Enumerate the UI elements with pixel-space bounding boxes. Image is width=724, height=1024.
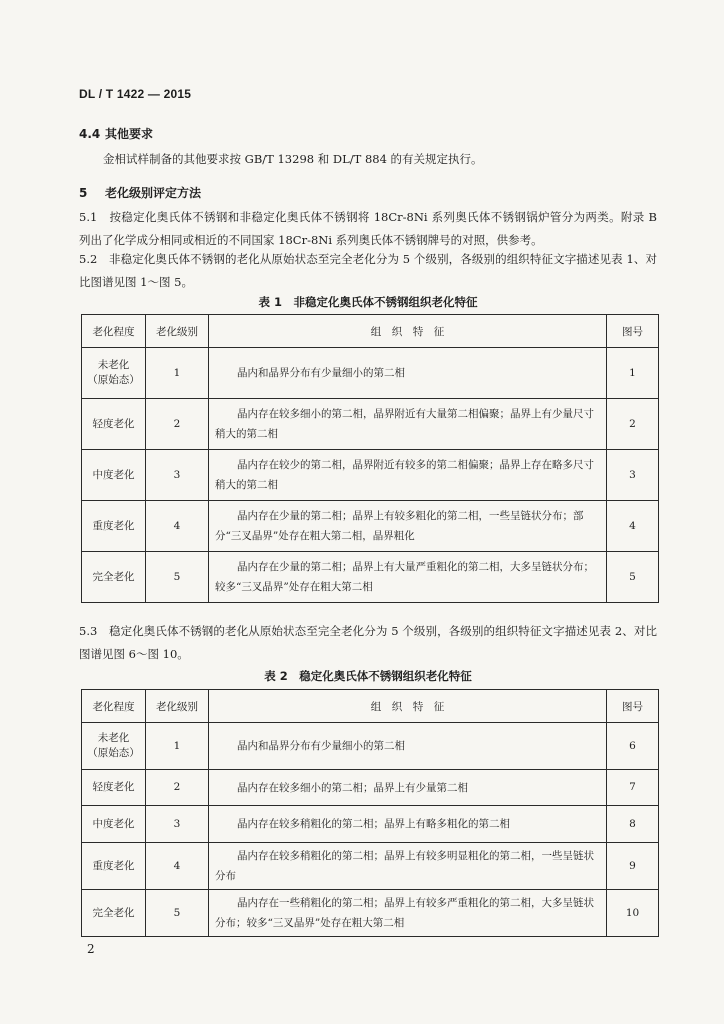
- figure-cell: 1: [607, 348, 659, 399]
- feature-cell: [209, 450, 607, 501]
- degree-cell: 轻度老化: [82, 399, 146, 450]
- feature-text: 晶内存在较多稍粗化的第二相；晶界上有较多明显粗化的第二相，一些呈链状分布: [215, 850, 594, 882]
- degree-cell: 中度老化: [82, 450, 146, 501]
- feature-text: 晶内存在较多细小的第二相；晶界上有少量第二相: [237, 781, 468, 794]
- level-cell: 3: [146, 806, 209, 843]
- feature-cell: [209, 806, 607, 843]
- section-5-3-text: 5.3 稳定化奥氏体不锈钢的老化从原始状态至完全老化分为 5 个级别，各级别的组织特征文字描述见表 2、对比图谱见图 6～图 10。: [79, 624, 657, 661]
- table-row: [82, 890, 659, 937]
- table-row: [82, 806, 659, 843]
- level-cell: 1: [146, 723, 209, 770]
- table-1: [81, 314, 659, 603]
- level-cell: 5: [146, 890, 209, 937]
- page-number: 2: [87, 942, 95, 956]
- feature-cell: [209, 723, 607, 770]
- feature-cell: [209, 890, 607, 937]
- level-cell: 3: [146, 450, 209, 501]
- table-2: [81, 689, 659, 937]
- figure-cell: 10: [607, 890, 659, 937]
- header-degree: 老化程度: [82, 690, 146, 723]
- figure-cell: 2: [607, 399, 659, 450]
- section-number: 4.4: [79, 127, 101, 141]
- section-4-4-text: 金相试样制备的其他要求按 GB/T 13298 和 DL/T 884 的有关规定执行。: [103, 152, 483, 166]
- section-title: 老化级别评定方法: [105, 186, 202, 200]
- header-feature: 组 织 特 征: [209, 315, 607, 348]
- degree-text: 未老化 （原始态）: [87, 359, 140, 386]
- section-number: 5: [79, 186, 88, 200]
- degree-text: 未老化 （原始态）: [87, 732, 140, 759]
- table-row: [82, 770, 659, 806]
- level-cell: 1: [146, 348, 209, 399]
- section-5-heading: [79, 184, 201, 201]
- figure-cell: 9: [607, 843, 659, 890]
- feature-cell: [209, 770, 607, 806]
- table-row: [82, 723, 659, 770]
- level-cell: 2: [146, 399, 209, 450]
- figure-cell: 3: [607, 450, 659, 501]
- section-5-2-text: 5.2 非稳定化奥氏体不锈钢的老化从原始状态至完全老化分为 5 个级别，各级别的组织特征文字描述见表 1、对比图谱见图 1～图 5。: [79, 252, 657, 289]
- degree-cell: 中度老化: [82, 806, 146, 843]
- feature-text: 晶内存在一些稍粗化的第二相；晶界上有较多严重粗化的第二相，大多呈链状分布；较多“三叉晶界”处存在粗大第二相: [215, 897, 594, 929]
- header-level: 老化级别: [146, 315, 209, 348]
- feature-cell: [209, 501, 607, 552]
- figure-cell: 5: [607, 552, 659, 603]
- section-4-4-heading: [79, 125, 153, 142]
- figure-cell: 4: [607, 501, 659, 552]
- header-figure: 图号: [607, 690, 659, 723]
- degree-cell: 完全老化: [82, 552, 146, 603]
- figure-cell: 8: [607, 806, 659, 843]
- level-cell: 4: [146, 501, 209, 552]
- table-row: [82, 843, 659, 890]
- level-cell: 4: [146, 843, 209, 890]
- feature-text: 晶内存在少量的第二相；晶界上有较多粗化的第二相，一些呈链状分布；部分“三叉晶界”处存在粗大第二相，晶界粗化: [215, 510, 584, 542]
- table-row: [82, 399, 659, 450]
- degree-cell: 重度老化: [82, 843, 146, 890]
- degree-cell: 轻度老化: [82, 770, 146, 806]
- header-level: 老化级别: [146, 690, 209, 723]
- level-cell: 5: [146, 552, 209, 603]
- feature-text: 晶内和晶界分布有少量细小的第二相: [237, 367, 405, 379]
- feature-text: 晶内和晶界分布有少量细小的第二相: [237, 740, 405, 752]
- table-1-caption: 表 1 非稳定化奥氏体不锈钢组织老化特征: [258, 295, 478, 309]
- feature-text: 晶内存在少量的第二相；晶界上有大量严重粗化的第二相，大多呈链状分布；较多“三叉晶界”处存在粗大第二相: [215, 561, 594, 593]
- table-2-caption: 表 2 稳定化奥氏体不锈钢组织老化特征: [264, 669, 472, 683]
- feature-cell: [209, 843, 607, 890]
- table-row: [82, 348, 659, 399]
- level-cell: 2: [146, 770, 209, 806]
- section-title: 其他要求: [105, 127, 154, 141]
- table-row: [82, 450, 659, 501]
- degree-cell: [82, 723, 146, 770]
- standard-code: DL / T 1422 — 2015: [79, 87, 192, 101]
- feature-cell: [209, 348, 607, 399]
- degree-cell: 重度老化: [82, 501, 146, 552]
- header-feature: 组 织 特 征: [209, 690, 607, 723]
- feature-text: 晶内存在较多稍粗化的第二相；晶界上有略多粗化的第二相: [237, 818, 510, 830]
- feature-cell: [209, 552, 607, 603]
- table-row: [82, 552, 659, 603]
- table-row: [82, 501, 659, 552]
- feature-cell: [209, 399, 607, 450]
- figure-cell: 6: [607, 723, 659, 770]
- section-5-1-text: 5.1 按稳定化奥氏体不锈钢和非稳定化奥氏体不锈钢将 18Cr-8Ni 系列奥氏体不锈钢锅炉管分为两类。附录 B 列出了化学成分相同或相近的不同国家 18Cr-8Ni 系列奥氏体不锈钢牌号的对照，供参考。: [79, 210, 657, 247]
- feature-text: 晶内存在较少的第二相，晶界附近有较多的第二相偏聚；晶界上存在略多尺寸稍大的第二相: [215, 459, 594, 491]
- degree-cell: [82, 348, 146, 399]
- header-degree: 老化程度: [82, 315, 146, 348]
- header-figure: 图号: [607, 315, 659, 348]
- feature-text: 晶内存在较多细小的第二相，晶界附近有大量第二相偏聚；晶界上有少量尺寸稍大的第二相: [215, 408, 594, 440]
- figure-cell: 7: [607, 770, 659, 806]
- degree-cell: 完全老化: [82, 890, 146, 937]
